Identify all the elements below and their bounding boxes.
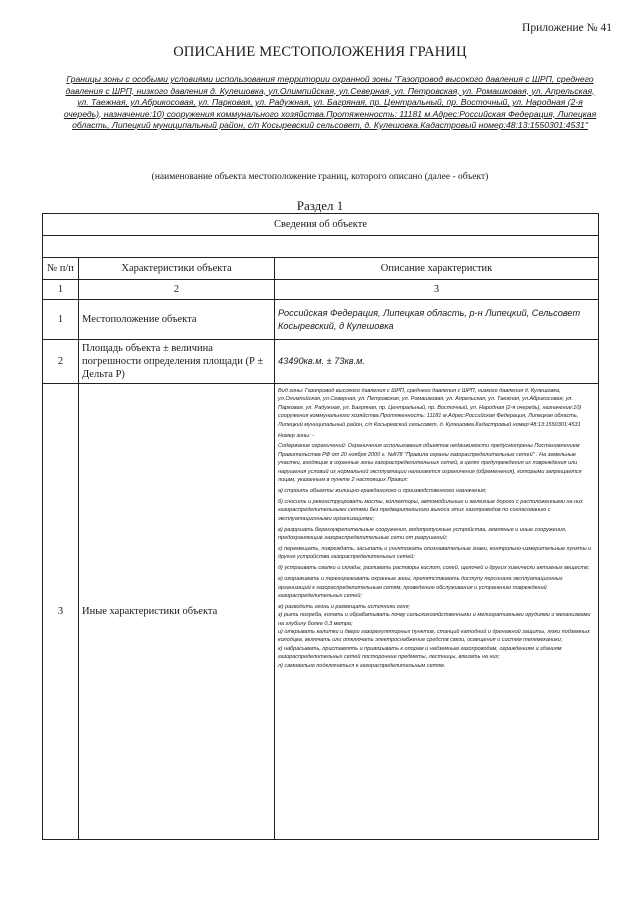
column-header-row [43, 258, 599, 280]
row-number: 1 [43, 300, 79, 340]
row-number: 3 [43, 384, 79, 840]
restriction-paragraph: к) набрасывать, приставлять и привязывать к опорам и надземным газопроводам, ограждениям и зданиям газораспределительных сетей посторонние предметы, лестницы, влезать на них; [278, 645, 562, 661]
column-header-number: № п/п [43, 258, 79, 280]
restriction-paragraph: е) огораживать и перегораживать охранные зоны, препятствовать доступу персонала эксплуатационных организаций к газораспределительным сетям, проведению обслуживания и устранению повреждений газораспределительных сетей; [278, 576, 563, 599]
column-number-row [43, 280, 599, 300]
zone-description-text: Границы зоны с особыми условиями использования территории охранной зоны "Газопровод высокого давления с ШРП, среднего давления с ШРП, низкого давления д. Кулешовка, ул.Олимпийская, ул.Северная, ул. Петровская, ул. Ромашковая, ул. Апрельская, ул. Таежная, ул.Абрикосовая, ул. Парковая, ул. Радужная, ул. Багряная, пр. Центральный, пр. Восточный, ул. Народная (2-я очередь), назначение:10) сооружения коммунального хозяйства.Протяженность: 11181 м.Адрес:Российская Федерация, Липецкая область, Липецкий муниципальный район, с/п Косыревский сельсовет, д. Кулешовка.Кадастровый номер:48:13:1550301:4531" [63, 74, 597, 130]
row-value: 43490кв.м. ± 73кв.м. [275, 340, 599, 384]
empty-row [43, 236, 599, 258]
restriction-paragraph: а) строить объекты жилищно-гражданского и производственного назначения; [278, 487, 487, 494]
column-header-characteristics: Характеристики объекта [79, 258, 275, 280]
restriction-paragraph: Содержание ограничений: Ограничения использования объектов недвижимости предусмотрены Постановлением Правительства РФ от 20 ноября 2000 г. №878 "Правила охраны газораспределительных сетей" . На земельные участки, входящие в охранные зоны газораспределительных сетей, в целях предупреждения их повреждения или нарушения условий их нормальной эксплуатации налагаются ограничения (обременения), которыми запрещается лицам, указанным в пункте 2 настоящих Правил: [278, 443, 582, 484]
section-heading: Раздел 1 [296, 198, 344, 213]
row-label: Иные характеристики объекта [79, 384, 275, 840]
restriction-paragraph: ж) разводить огонь и размещать источники огня; [278, 603, 411, 610]
appendix-number: Приложение № 41 [522, 22, 612, 34]
restriction-paragraph: в) разрушать берегоукрепительные сооружения, водопропускные устройства, земляные и иные сооружения, предохраняющие газораспределительные сети от разрушений; [278, 526, 567, 541]
object-info-table [42, 213, 599, 840]
column-number-1: 1 [43, 280, 79, 300]
restriction-paragraph: б) сносить и реконструировать мосты, коллекторы, автомобильные и железные дороги с расположенными на них газораспределительными сетями без предварительного выноса этих газопроводов по согласованию с эксплуатационными организациями; [278, 498, 583, 522]
restriction-paragraph: Вид зоны: Газопровод высокого давления с ШРП, среднего давления с ШРП, низкого давления д. Кулешовка, ул.Олимпийская, ул.Северная, ул. Петровская, ул. Ромашковая, ул. Апрельская, ул. Таежная, ул.Абрикосовая, ул. Парковая, ул. Радужная, ул. Багряная, пр. Центральный, пр. Восточный, ул. Народная (2-я очередь), назначение:10) сооружения коммунального хозяйства.Протяженность: 11181 м.Адрес:Российская Федерация, Липецкая область, Липецкий муниципальный район, с/п Косыревский сельсовет, д. Кулешовка.Кадастровый номер:48:13:1550301:4531 [278, 388, 582, 428]
row-value: Российская Федерация, Липецкая область, р-н Липецкий, Сельсовет Косыревский, д Кулешовка [275, 300, 599, 340]
restriction-paragraph: з) рыть погреба, копать и обрабатывать почву сельскохозяйственными и мелиоративными орудиями и механизмами на глубину более 0,3 метра; [278, 612, 591, 627]
row-value-details [275, 384, 599, 840]
restriction-paragraph: г) перемещать, повреждать, засыпать и уничтожать опознавательные знаки, контрольно-измерительные пункты и другие устройства газораспределительных сетей; [278, 545, 592, 561]
column-header-description: Описание характеристик [275, 258, 599, 280]
restriction-paragraph: л) самовольно подключаться к газораспределительным сетям. [278, 662, 446, 669]
row-label: Местоположение объекта [79, 300, 275, 340]
restriction-paragraph: и) открывать калитки и двери газорегуляторных пунктов, станций катодной и дренажной защиты, люки подземных колодцев, включать или отключать электроснабжение средств связи, освещения и систем телемеханики; [278, 629, 590, 644]
table-header: Сведения об объекте [43, 214, 599, 236]
table-row [43, 300, 599, 340]
table-row [43, 384, 599, 840]
restriction-paragraph: д) устраивать свалки и склады, разливать растворы кислот, солей, щелочей и других химически активных веществ; [278, 565, 590, 572]
column-number-2: 2 [79, 280, 275, 300]
column-number-3: 3 [275, 280, 599, 300]
row-number: 2 [43, 340, 79, 384]
document-title: ОПИСАНИЕ МЕСТОПОЛОЖЕНИЯ ГРАНИЦ [173, 44, 467, 60]
zone-description [60, 74, 600, 132]
table-row [43, 340, 599, 384]
caption-note: (наименование объекта местоположение границ, которого описано (далее - объект) [151, 172, 489, 182]
restriction-paragraph: Номер зоны: - [278, 432, 314, 439]
row-label: Площадь объекта ± величина погрешности определения площади (Р ± Дельта Р) [79, 340, 275, 384]
